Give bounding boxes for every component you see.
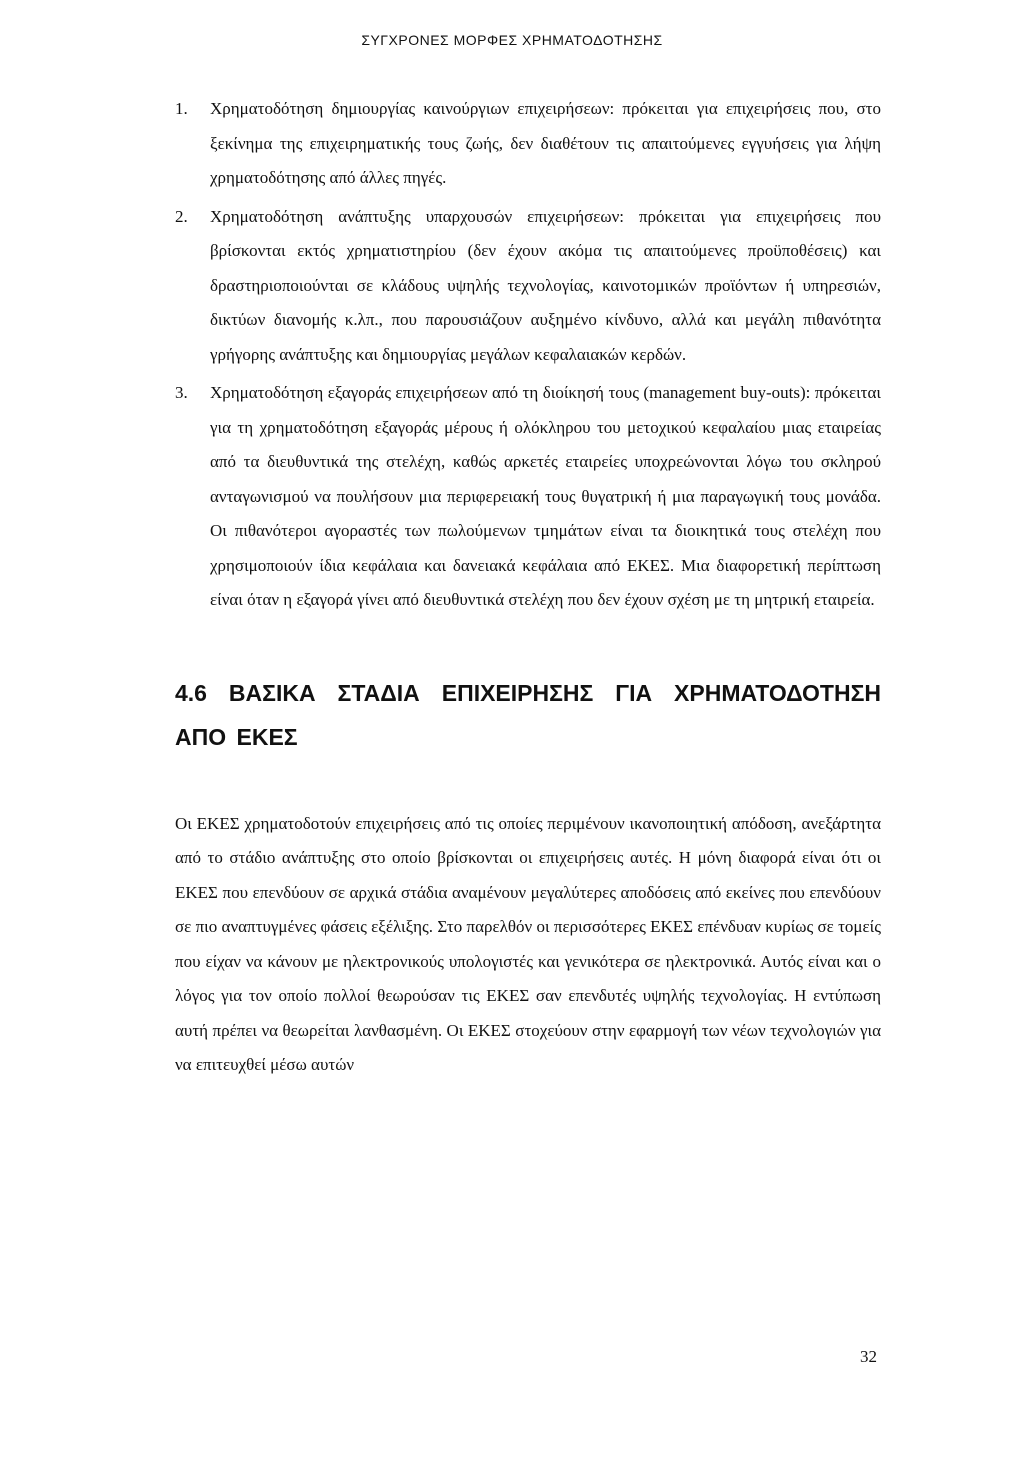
financing-types-list: [175, 92, 881, 618]
running-header: ΣΥΓΧΡΟΝΕΣ ΜΟΡΦΕΣ ΧΡΗΜΑΤΟΔΟΤΗΣΗΣ: [361, 32, 663, 48]
section-paragraph: Οι ΕΚΕΣ χρηματοδοτούν επιχειρήσεις από τις οποίες περιμένουν ικανοποιητική απόδοση, ανεξάρτητα από το στάδιο ανάπτυξης στο οποίο βρίσκονται οι επιχειρήσεις αυτές. Η μόνη διαφορά είναι ότι οι ΕΚΕΣ που επενδύουν σε αρχικά στάδια αναμένουν μεγαλύτερες αποδόσεις από εκείνες που επενδύουν σε πιο αναπτυγμένες φάσεις εξέλιξης. Στο παρελθόν οι περισσότερες ΕΚΕΣ επένδυαν κυρίως σε τομείς που είχαν να κάνουν με ηλεκτρονικούς υπολογιστές και γενικότερα σε ηλεκτρονικά. Αυτός είναι και ο λόγος για τον οποίο πολλοί θεωρούσαν τις ΕΚΕΣ σαν επενδυτές υψηλής τεχνολογίας. Η εντύπωση αυτή πρέπει να θεωρείται λανθασμένη. Οι ΕΚΕΣ στοχεύουν στην εφαρμογή των νέων τεχνολογιών για να επιτευχθεί μέσω αυτών: [175, 813, 881, 1074]
page-number: 32: [860, 1347, 877, 1366]
list-item: [175, 376, 881, 618]
list-item-number: 3.: [175, 383, 188, 402]
list-item-number: 1.: [175, 99, 188, 118]
list-item-number: 2.: [175, 206, 188, 226]
section-heading: 4.6 ΒΑΣΙΚΑ ΣΤΑΔΙΑ ΕΠΙΧΕΙΡΗΣΗΣ ΓΙΑ ΧΡΗΜΑΤΟΔΟΤΗΣΗ ΑΠΟ ΕΚΕΣ: [175, 679, 881, 750]
list-item-text: Χρηματοδότηση ανάπτυξης υπαρχουσών επιχειρήσεων: πρόκειται για επιχειρήσεις που βρίσκονται εκτός χρηματιστηρίου (δεν έχουν ακόμα τις απαιτούμενες προϋποθέσεις) και δραστηριοποιούνται σε κλάδους υψηλής τεχνολογίας, καινοτομικών προϊόντων ή υπηρεσιών, δικτύων διανομής κ.λπ., που παρουσιάζουν αυξημένο κίνδυνο, αλλά και μεγάλη πιθανότητα γρήγορης ανάπτυξης και δημιουργίας μεγάλων κεφαλαιακών κερδών.: [210, 206, 881, 364]
list-item-text: Χρηματοδότηση δημιουργίας καινούργιων επιχειρήσεων: πρόκειται για επιχειρήσεις που, στο ξεκίνημα της επιχειρηματικής τους ζωής, δεν διαθέτουν τις απαιτούμενες εγγυήσεις για λήψη χρηματοδότησης από άλλες πηγές.: [210, 99, 881, 187]
list-item: [175, 92, 881, 196]
page-content: [175, 92, 881, 1100]
list-item: [175, 200, 881, 373]
list-item-text: Χρηματοδότηση εξαγοράς επιχειρήσεων από τη διοίκησή τους (management buy-outs): πρόκειται για τη χρηματοδότηση εξαγοράς μέρους ή ολόκληρου του μετοχικού κεφαλαίου μιας εταιρείας από τα διευθυντικά της στελέχη, καθώς αρκετές εταιρείες υποχρεώνονται λόγω του σκληρού ανταγωνισμού να πουλήσουν μια περιφερειακή τους θυγατρική ή μια παραγωγική τους μονάδα. Οι πιθανότεροι αγοραστές των πωλούμενων τμημάτων είναι τα διοικητικά τους στελέχη που χρησιμοποιούν ίδια κεφάλαια και δανειακά κεφάλαια από ΕΚΕΣ. Μια διαφορετική περίπτωση είναι όταν η εξαγορά γίνει από διευθυντικά στελέχη που δεν έχουν σχέση με τη μητρική εταιρεία.: [210, 383, 881, 609]
